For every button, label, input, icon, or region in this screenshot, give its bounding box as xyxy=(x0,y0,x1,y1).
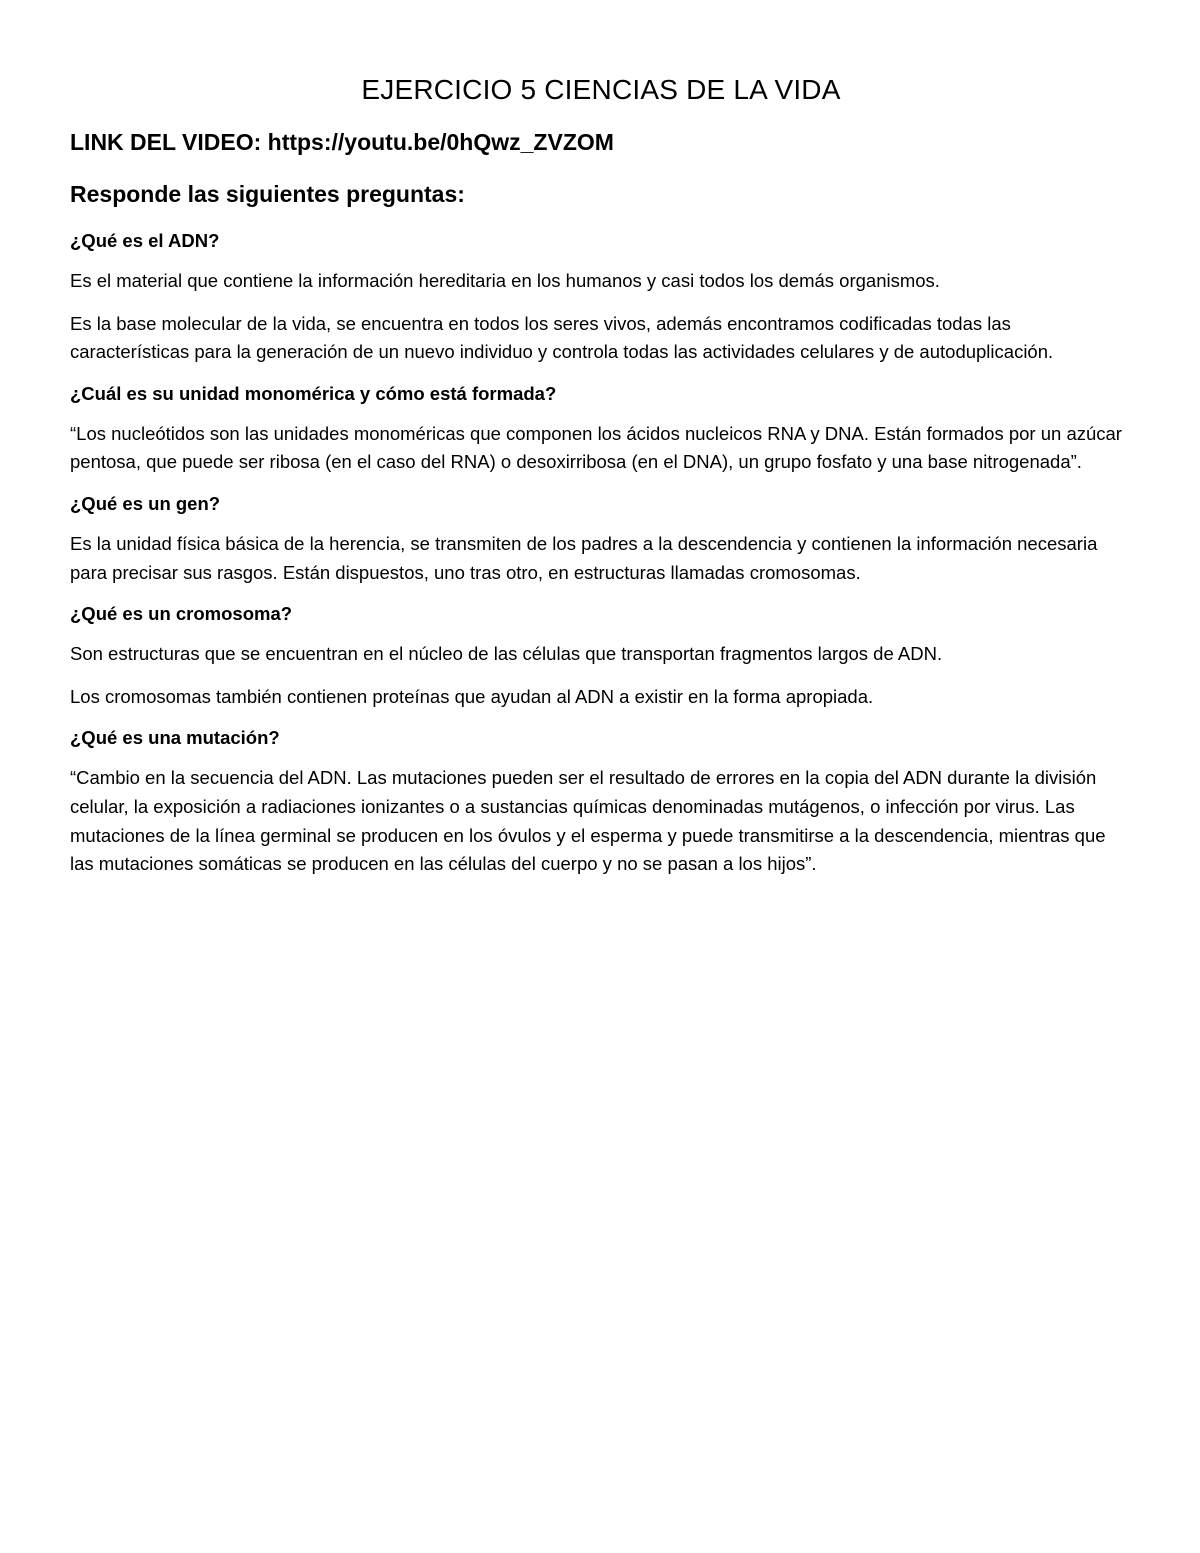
instructions-prompt: Responde las siguientes preguntas: xyxy=(70,181,465,208)
question-heading: ¿Qué es el ADN? xyxy=(70,230,220,252)
question-heading: ¿Qué es un gen? xyxy=(70,493,221,515)
document-title: EJERCICIO 5 CIENCIAS DE LA VIDA xyxy=(361,74,841,105)
section-monomer xyxy=(70,381,1132,477)
answer-paragraph: Es la base molecular de la vida, se encuentra en todos los seres vivos, además encontramos codificadas todas las características para la generación de un nuevo individuo y controla todas las actividades celulares y de autoduplicación. xyxy=(70,312,1054,363)
answer-paragraph: Es el material que contiene la información hereditaria en los humanos y casi todos los demás organismos. xyxy=(70,269,940,291)
video-link-line: LINK DEL VIDEO: https://youtu.be/0hQwz_ZVZOM xyxy=(70,129,614,156)
answer-paragraph: “Los nucleótidos son las unidades monoméricas que componen los ácidos nucleicos RNA y DNA. Están formados por un azúcar pentosa, que puede ser ribosa (en el caso del RNA) o desoxirribosa (en el DNA), un grupo fosfato y una base nitrogenada”. xyxy=(70,422,1122,473)
document-page xyxy=(70,72,1132,893)
question-heading: ¿Cuál es su unidad monomérica y cómo está formada? xyxy=(70,383,557,404)
section-gen xyxy=(70,491,1132,587)
section-cromosoma xyxy=(70,601,1132,711)
section-mutacion xyxy=(70,725,1132,879)
answer-paragraph: Es la unidad física básica de la herencia, se transmiten de los padres a la descendencia y contienen la información necesaria para precisar sus rasgos. Están dispuestos, uno tras otro, en estructuras llamadas cromosomas. xyxy=(70,532,1098,583)
section-adn xyxy=(70,228,1132,367)
answer-paragraph: “Cambio en la secuencia del ADN. Las mutaciones pueden ser el resultado de errores en la copia del ADN durante la división celular, la exposición a radiaciones ionizantes o a sustancias químicas denominadas mutágenos, o infección por virus. Las mutaciones de la línea germinal se producen en los óvulos y el esperma y puede transmitirse a la descendencia, mientras que las mutaciones somáticas se producen en las células del cuerpo y no se pasan a los hijos”. xyxy=(70,767,1106,875)
question-heading: ¿Qué es una mutación? xyxy=(70,727,280,749)
question-heading: ¿Qué es un cromosoma? xyxy=(70,603,293,625)
answer-paragraph: Los cromosomas también contienen proteínas que ayudan al ADN a existir en la forma apropiada. xyxy=(70,685,874,707)
answer-paragraph: Son estructuras que se encuentran en el núcleo de las células que transportan fragmentos largos de ADN. xyxy=(70,643,943,665)
